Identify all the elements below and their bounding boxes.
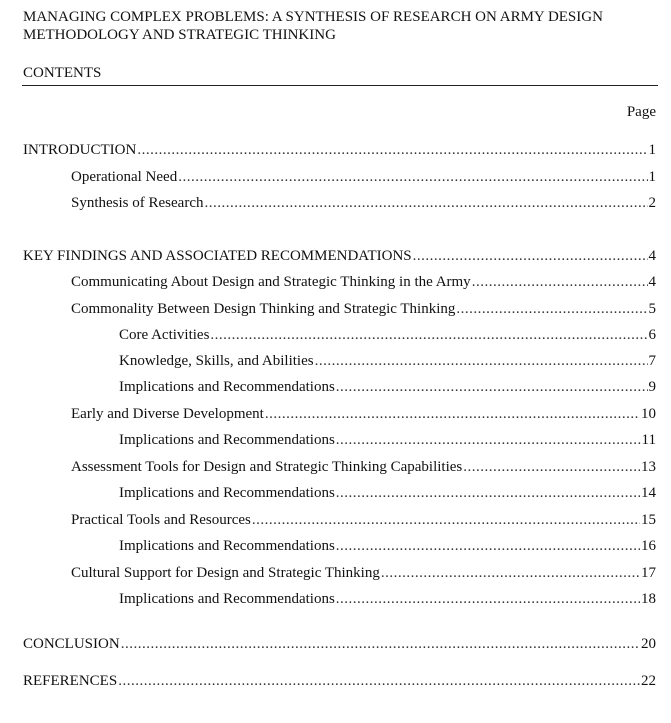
toc-entry-early-diverse-development[interactable] [71,404,656,424]
toc-entry-page: 15 [641,512,656,528]
toc-entry-label: Communicating About Design and Strategic Thinking in the Army [71,274,471,290]
toc-entry-label: Operational Need [71,169,178,185]
toc-entry-page: 18 [641,591,656,607]
dot-leader [381,563,640,583]
toc-entry-page: 16 [641,538,656,554]
toc-entry-label: REFERENCES [23,673,118,689]
toc-entry-assessment-tools[interactable] [71,457,656,477]
toc-entry-page: 13 [641,459,656,475]
dot-leader [265,404,640,424]
toc-entry-page: 1 [648,142,656,158]
dot-leader [210,325,647,345]
toc-entry-ksa[interactable] [119,351,656,371]
toc-entry-conclusion[interactable] [23,634,656,654]
toc-entry-page: 14 [641,485,656,501]
dot-leader [336,589,640,609]
toc-entry-operational-need[interactable] [71,167,656,187]
dot-leader [252,510,640,530]
dot-leader [121,634,640,654]
toc-entry-page: 11 [641,432,656,448]
toc-entry-label: Knowledge, Skills, and Abilities [119,353,314,369]
toc-entry-page: 6 [648,327,656,343]
toc-entry-label: Commonality Between Design Thinking and Strategic Thinking [71,301,456,317]
toc-entry-key-findings[interactable] [23,246,656,266]
toc-entry-label: INTRODUCTION [23,142,137,158]
dot-leader [336,536,640,556]
dot-leader [204,193,647,213]
toc-entry-page: 4 [648,274,656,290]
toc-entry-page: 1 [648,169,656,185]
toc-entry-label: Implications and Recommendations [119,379,335,395]
toc-entry-commonality[interactable] [71,299,656,319]
dot-leader [463,457,640,477]
dot-leader [137,140,647,160]
toc-entry-communicating-about-design[interactable] [71,272,656,292]
toc-entry-label: Implications and Recommendations [119,432,335,448]
dot-leader [456,299,647,319]
toc-entry-page: 2 [648,195,656,211]
contents-heading: CONTENTS [23,65,102,81]
page-column-label: Page [626,104,656,120]
toc-entry-introduction[interactable] [23,140,656,160]
toc-entry-label: KEY FINDINGS AND ASSOCIATED RECOMMENDATIONS [23,248,412,264]
toc-entry-references[interactable] [23,671,656,691]
toc-entry-label: Implications and Recommendations [119,538,335,554]
heading-rule [22,85,658,86]
toc-entry-synthesis-of-research[interactable] [71,193,656,213]
toc-entry-label: Cultural Support for Design and Strategic Thinking [71,565,380,581]
toc-entry-label: Early and Diverse Development [71,406,264,422]
toc-entry-implications-2[interactable] [119,430,656,450]
dot-leader [178,167,647,187]
toc-entry-page: 10 [641,406,656,422]
dot-leader [336,483,640,503]
dot-leader [472,272,648,292]
toc-entry-page: 9 [648,379,656,395]
toc-entry-implications-5[interactable] [119,589,656,609]
toc-entry-cultural-support[interactable] [71,563,656,583]
dot-leader [413,246,648,266]
toc-entry-practical-tools[interactable] [71,510,656,530]
dot-leader [118,671,640,691]
toc-entry-label: Implications and Recommendations [119,485,335,501]
toc-entry-implications-4[interactable] [119,536,656,556]
toc-entry-page: 5 [648,301,656,317]
toc-entry-label: Synthesis of Research [71,195,204,211]
dot-leader [336,430,641,450]
toc-entry-page: 7 [648,353,656,369]
toc-entry-label: Assessment Tools for Design and Strategic Thinking Capabilities [71,459,463,475]
toc-entry-page: 17 [641,565,656,581]
dot-leader [336,377,648,397]
toc-entry-label: CONCLUSION [23,636,120,652]
toc-entry-core-activities[interactable] [119,325,656,345]
toc-entry-implications-1[interactable] [119,377,656,397]
toc-entry-page: 4 [648,248,656,264]
toc-entry-page: 20 [641,636,656,652]
toc-entry-label: Implications and Recommendations [119,591,335,607]
document-title: MANAGING COMPLEX PROBLEMS: A SYNTHESIS OF RESEARCH ON ARMY DESIGN METHODOLOGY AND STRATEGIC THINKING [23,9,603,43]
toc-entry-page: 22 [641,673,656,689]
toc-entry-implications-3[interactable] [119,483,656,503]
toc-entry-label: Practical Tools and Resources [71,512,251,528]
dot-leader [315,351,648,371]
toc-entry-label: Core Activities [119,327,210,343]
